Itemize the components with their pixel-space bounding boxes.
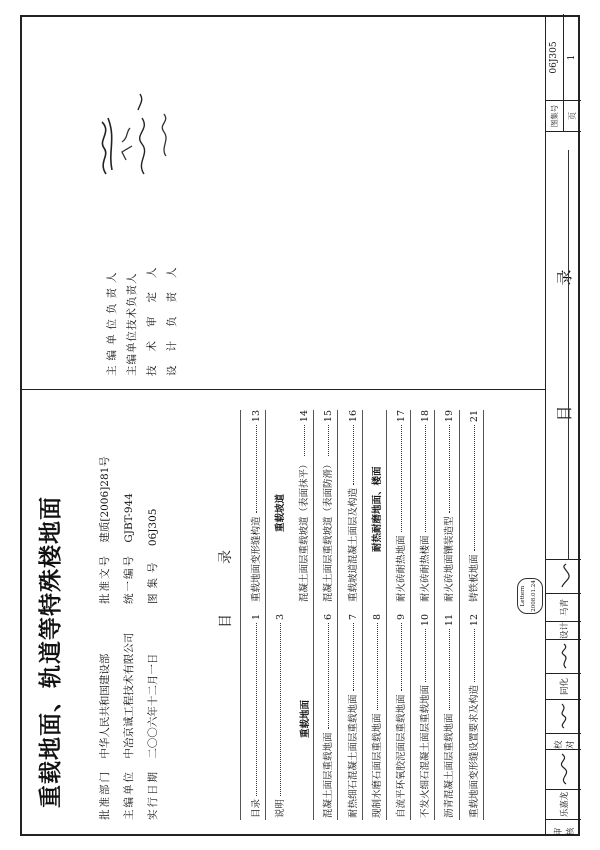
page-value: 1	[567, 54, 577, 61]
responsible-role: 技术审定人	[146, 253, 158, 376]
toc-entry-text: 耐火砖地面镶装造型	[444, 516, 455, 602]
title-rule	[568, 150, 569, 560]
toc-entry-text: 目录	[251, 798, 262, 818]
approval-doc-label: 批准文号	[99, 554, 111, 604]
toc-entry-page: 17	[396, 410, 407, 423]
toc-entry[interactable]	[441, 614, 455, 818]
toc-entry-text: 现制水磨石面层重载地面	[372, 713, 383, 818]
toc-line	[337, 410, 338, 820]
title-block	[545, 15, 580, 836]
toc-entry-page: 12	[469, 614, 480, 627]
stamp	[517, 578, 543, 614]
toc-entry[interactable]	[417, 614, 431, 818]
toc-entry[interactable]	[296, 410, 310, 602]
toc-entry-text: 铸铁板地面	[469, 554, 480, 602]
toc-entry[interactable]	[272, 614, 286, 818]
toc-entry-page: 16	[348, 410, 359, 423]
sheet-title: 目录	[546, 132, 581, 560]
toc-entry-page: 10	[420, 614, 431, 627]
toc-section-heading: 重载地面	[300, 699, 311, 738]
signature-mark	[554, 642, 574, 672]
reviewer-name: 乐嘉龙	[546, 790, 581, 820]
toc-entry-page: 9	[396, 614, 407, 621]
page-title: 重载地面、轨道等特殊楼地面	[37, 496, 64, 808]
toc-entry-page: 11	[444, 614, 455, 627]
toc-heading: 目录	[218, 500, 234, 628]
toc-line	[240, 410, 241, 820]
responsible-role: 设计负责人	[166, 253, 178, 376]
checker-signature	[546, 700, 581, 734]
page-label: 页	[568, 112, 577, 120]
toc-entry-page: 7	[348, 614, 359, 621]
signature-mark	[554, 562, 574, 592]
toc-entry-page: 14	[299, 410, 310, 423]
toc-entry[interactable]	[369, 614, 383, 818]
atlas-value: 06J305	[549, 41, 559, 74]
toc-entry-text: 重载地面变形缝设置要求及构造	[469, 684, 480, 818]
signatures	[96, 22, 186, 182]
toc-entry[interactable]	[417, 410, 431, 602]
toc-line	[386, 410, 387, 820]
toc-entry[interactable]	[393, 410, 407, 602]
toc-entry-text: 耐火砖耐热楼面	[420, 535, 431, 602]
atlas-no-label: 图集号	[147, 557, 159, 604]
responsible-role: 主编单位技术负责人	[126, 272, 138, 376]
unified-no-value: GJBT-944	[123, 493, 135, 543]
toc-entry-text: 不发火细石混凝土面层重载地面	[420, 684, 431, 818]
designer-name: 马青	[546, 594, 581, 622]
checker-name: 同化	[546, 674, 581, 700]
toc-entry[interactable]	[320, 410, 334, 602]
toc-entry-page: 6	[323, 614, 334, 621]
chief-unit-value: 中冶京诚工程技术有限公司	[123, 632, 135, 759]
toc-entry-text: 说明	[275, 798, 286, 818]
toc-line	[362, 410, 363, 820]
signature-mark	[554, 752, 574, 788]
approval-dept-label: 批准部门	[99, 770, 111, 820]
toc-line	[313, 410, 314, 820]
toc-line	[410, 410, 411, 820]
toc-entry-text: 耐火砖耐热地面	[396, 535, 407, 602]
unified-no-label: 统一编号	[123, 554, 135, 604]
responsible-role: 主编单位负责人	[106, 267, 118, 376]
toc-entry-page: 15	[323, 410, 334, 423]
toc-entry-text: 混凝土面层重载地面	[323, 732, 334, 818]
toc-entry[interactable]	[320, 614, 334, 818]
toc-entry[interactable]	[248, 410, 262, 602]
checker-label: 校对	[546, 734, 581, 750]
toc-entry-text: 重载坡道混凝土面层及构造	[348, 487, 359, 602]
impl-date-value: 二〇〇六年十二月一日	[147, 653, 159, 759]
toc-entry-text: 耐热细石混凝土面层重载地面	[348, 694, 359, 818]
toc-entry[interactable]	[345, 614, 359, 818]
toc-entry-page: 18	[420, 410, 431, 423]
toc-entry-page: 19	[444, 410, 455, 423]
header-divider	[20, 389, 545, 390]
toc-entry[interactable]	[393, 614, 407, 818]
designer-signature-2	[546, 560, 581, 594]
toc-entry-page: 13	[251, 410, 262, 423]
toc-entry-page: 1	[251, 614, 262, 621]
toc-entry[interactable]	[466, 410, 480, 602]
toc-entry[interactable]	[248, 614, 262, 818]
toc-entry[interactable]	[345, 410, 359, 602]
stamp-line: 2008.01.24	[531, 580, 537, 612]
atlas-label: 图集号	[550, 104, 559, 128]
toc-line	[434, 410, 435, 820]
reviewer-label: 审核	[553, 827, 576, 836]
toc-entry-text: 重载地面变形缝构造	[251, 516, 262, 602]
toc-section-heading: 耐热耐磨地面、楼面	[372, 466, 383, 552]
designer-label: 设计	[546, 622, 581, 640]
toc-line	[483, 410, 484, 820]
impl-date-label: 实行日期	[147, 770, 159, 820]
toc-entry[interactable]	[441, 410, 455, 602]
approval-doc-value: 建质[2006]281号	[99, 456, 111, 543]
approval-dept-value: 中华人民共和国建设部	[99, 653, 111, 759]
toc-entry-text: 混凝土面层重载坡道（表面防滑）	[323, 459, 334, 602]
atlas-cell	[546, 15, 581, 132]
stamp-line: Lettern	[520, 585, 526, 607]
reviewer-signature	[546, 750, 581, 790]
toc-entry-page: 21	[469, 410, 480, 423]
toc-entry-text: 混凝土面层重载坡道（表面抹平）	[299, 459, 310, 602]
toc-line	[265, 410, 266, 820]
signature-mark	[554, 702, 574, 732]
designer-signature	[546, 640, 581, 674]
toc-entry-page: 8	[372, 614, 383, 621]
chief-unit-label: 主编单位	[123, 770, 135, 820]
toc-entry-text: 自流平环氧胶泥面层重载地面	[396, 694, 407, 818]
atlas-no-value: 06J305	[147, 508, 159, 547]
toc-entry[interactable]	[466, 614, 480, 818]
toc-line	[459, 410, 460, 820]
toc-section-heading: 重载坡道	[275, 493, 286, 532]
toc-entry-text: 沥青混凝土面层重载地面	[444, 713, 455, 818]
toc-entry-page: 3	[275, 614, 286, 621]
